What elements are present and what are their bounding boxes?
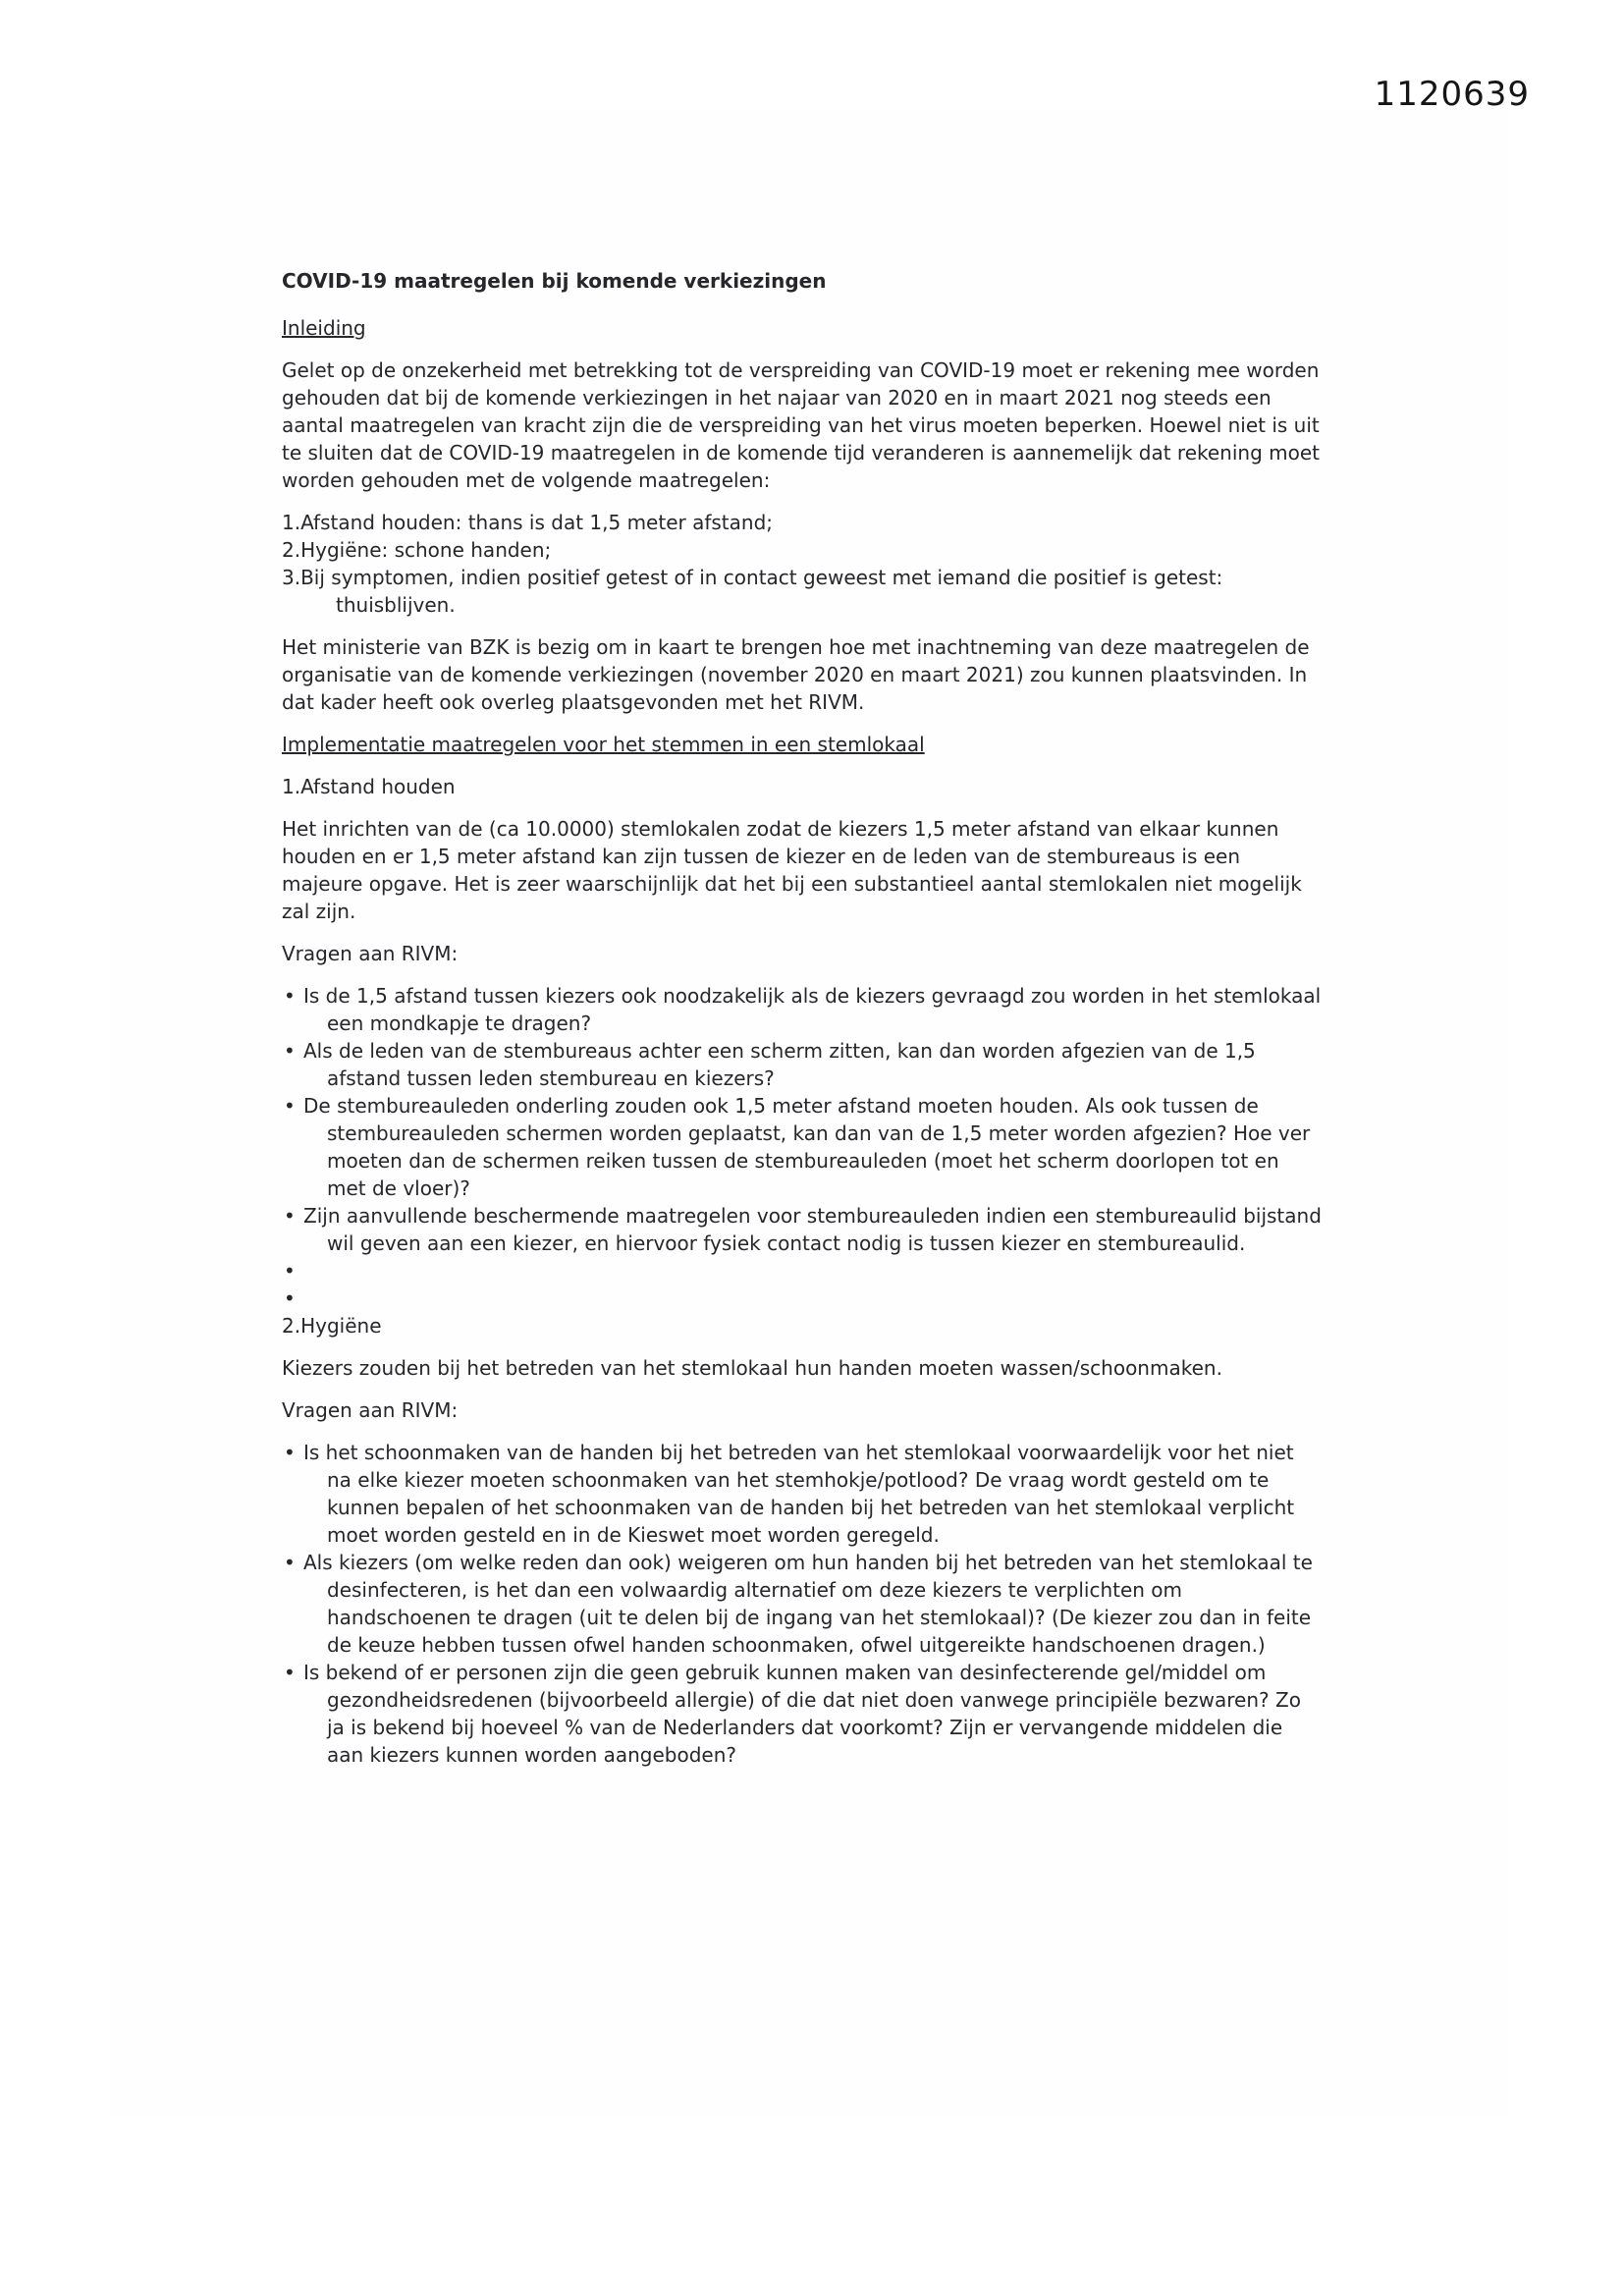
paragraph-bzk: Het ministerie van BZK is bezig om in kaart te brengen hoe met inachtneming van deze maatregelen de organisatie van de komende verkiezingen (november 2020 en maart 2021) zou kunnen plaatsvinden. In dat kader heeft ook overleg plaatsgevonden met het RIVM. (282, 635, 1310, 714)
label-vragen-rivm-1: Vragen aan RIVM: (282, 942, 459, 965)
label-vragen-rivm-2: Vragen aan RIVM: (282, 1398, 459, 1422)
list-item-empty (282, 1285, 1323, 1312)
list-item (282, 1549, 1323, 1659)
list-item (282, 1092, 1323, 1202)
subsection-heading-afstand: 1.Afstand houden (282, 775, 456, 798)
bullet-icon: • (284, 1259, 296, 1283)
list-item-text: Is de 1,5 afstand tussen kiezers ook noodzakelijk als de kiezers gevraagd zou worden in het stemlokaal een mondkapje te dragen? (303, 984, 1322, 1035)
paragraph-hygiene: Kiezers zouden bij het betreden van het stemlokaal hun handen moeten wassen/schoonmaken. (282, 1356, 1222, 1380)
document-content (282, 267, 1323, 1783)
list-item (282, 1659, 1323, 1769)
bullet-icon: • (284, 1039, 296, 1063)
vragen-list-1 (282, 982, 1323, 1312)
bullet-icon: • (284, 1094, 296, 1118)
document-number: 1120639 (1374, 75, 1530, 114)
bullet-icon: • (284, 1286, 296, 1310)
list-item-text: Is bekend of er personen zijn die geen gebruik kunnen maken van desinfecterende gel/middel om gezondheidsredenen (bijvoorbeeld allergie) of die dat niet doen vanwege principiële bezwaren? Zo ja is bekend bij hoeveel % van de Nederlanders dat voorkomt? Zijn er vervangende middelen die aan kiezers kunnen worden aangeboden? (303, 1661, 1301, 1767)
list-item (282, 1202, 1323, 1257)
list-item: 2.Hygiëne: schone handen; (282, 538, 552, 562)
list-item-text: Als de leden van de stembureaus achter een scherm zitten, kan dan worden afgezien van de 1,5 afstand tussen leden stembureau en kiezers? (303, 1039, 1256, 1090)
list-item-text: Zijn aanvullende beschermende maatregelen voor stembureauleden indien een stembureaulid bijstand wil geven aan een kiezer, en hiervoor fysiek contact nodig is tussen kiezer en stembureaulid. (303, 1204, 1322, 1255)
section-heading-inleiding: Inleiding (282, 316, 366, 340)
list-item (282, 1037, 1323, 1092)
bullet-icon: • (284, 1204, 296, 1228)
list-item-text: Als kiezers (om welke reden dan ook) weigeren om hun handen bij het betreden van het stemlokaal te desinfecteren, is het dan een volwaardig alternatief om deze kiezers te verplichten om handschoenen te dragen (uit te delen bij de ingang van het stemlokaal)? (De kiezer zou dan in feite de keuze hebben tussen ofwel handen schoonmaken, ofwel uitgereikte handschoenen dragen.) (303, 1551, 1313, 1657)
bullet-icon: • (284, 1661, 296, 1684)
paragraph-afstand: Het inrichten van de (ca 10.0000) stemlokalen zodat de kiezers 1,5 meter afstand van elkaar kunnen houden en er 1,5 meter afstand kan zijn tussen de kiezer en de leden van de stembureaus is een majeure opgave. Het is zeer waarschijnlijk dat het bij een substantieel aantal stemlokalen niet mogelijk zal zijn. (282, 817, 1302, 923)
paragraph-intro: Gelet op de onzekerheid met betrekking tot de verspreiding van COVID-19 moet er rekening mee worden gehouden dat bij de komende verkiezingen in het najaar van 2020 en in maart 2021 nog steeds een aantal maatregelen van kracht zijn die de verspreiding van het virus moeten beperken. Hoewel niet is uit te sluiten dat de COVID-19 maatregelen in de komende tijd veranderen is aannemelijk dat rekening moet worden gehouden met de volgende maatregelen: (282, 358, 1321, 492)
bullet-icon: • (284, 984, 296, 1008)
list-item-text: De stembureauleden onderling zouden ook 1,5 meter afstand moeten houden. Als ook tussen de stembureauleden schermen worden geplaatst, kan dan van de 1,5 meter worden afgezien? Hoe ver moeten dan de schermen reiken tussen de stembureauleden (moet het scherm doorlopen tot en met de vloer)? (303, 1094, 1311, 1200)
vragen-list-2 (282, 1439, 1323, 1769)
bullet-icon: • (284, 1551, 296, 1574)
list-item-text: Is het schoonmaken van de handen bij het betreden van het stemlokaal voorwaardelijk voor het niet na elke kiezer moeten schoonmaken van het stemhokje/potlood? De vraag wordt gesteld om te kunnen bepalen of het schoonmaken van de handen bij het betreden van het stemlokaal verplicht moet worden gesteld en in de Kieswet moet worden geregeld. (303, 1441, 1295, 1547)
subsection-heading-hygiene: 2.Hygiëne (282, 1314, 382, 1338)
document-title: COVID-19 maatregelen bij komende verkiezingen (282, 269, 827, 293)
section-heading-implementatie: Implementatie maatregelen voor het stemmen in een stemlokaal (282, 733, 925, 756)
list-item: 3.Bij symptomen, indien positief getest of in contact geweest met iemand die positief is getest: thuisblijven. (282, 566, 1223, 617)
measures-list (282, 509, 1323, 619)
list-item (282, 982, 1323, 1037)
list-item-empty (282, 1257, 1323, 1285)
bullet-icon: • (284, 1441, 296, 1464)
list-item: 1.Afstand houden: thans is dat 1,5 meter afstand; (282, 511, 774, 534)
list-item (282, 1439, 1323, 1549)
